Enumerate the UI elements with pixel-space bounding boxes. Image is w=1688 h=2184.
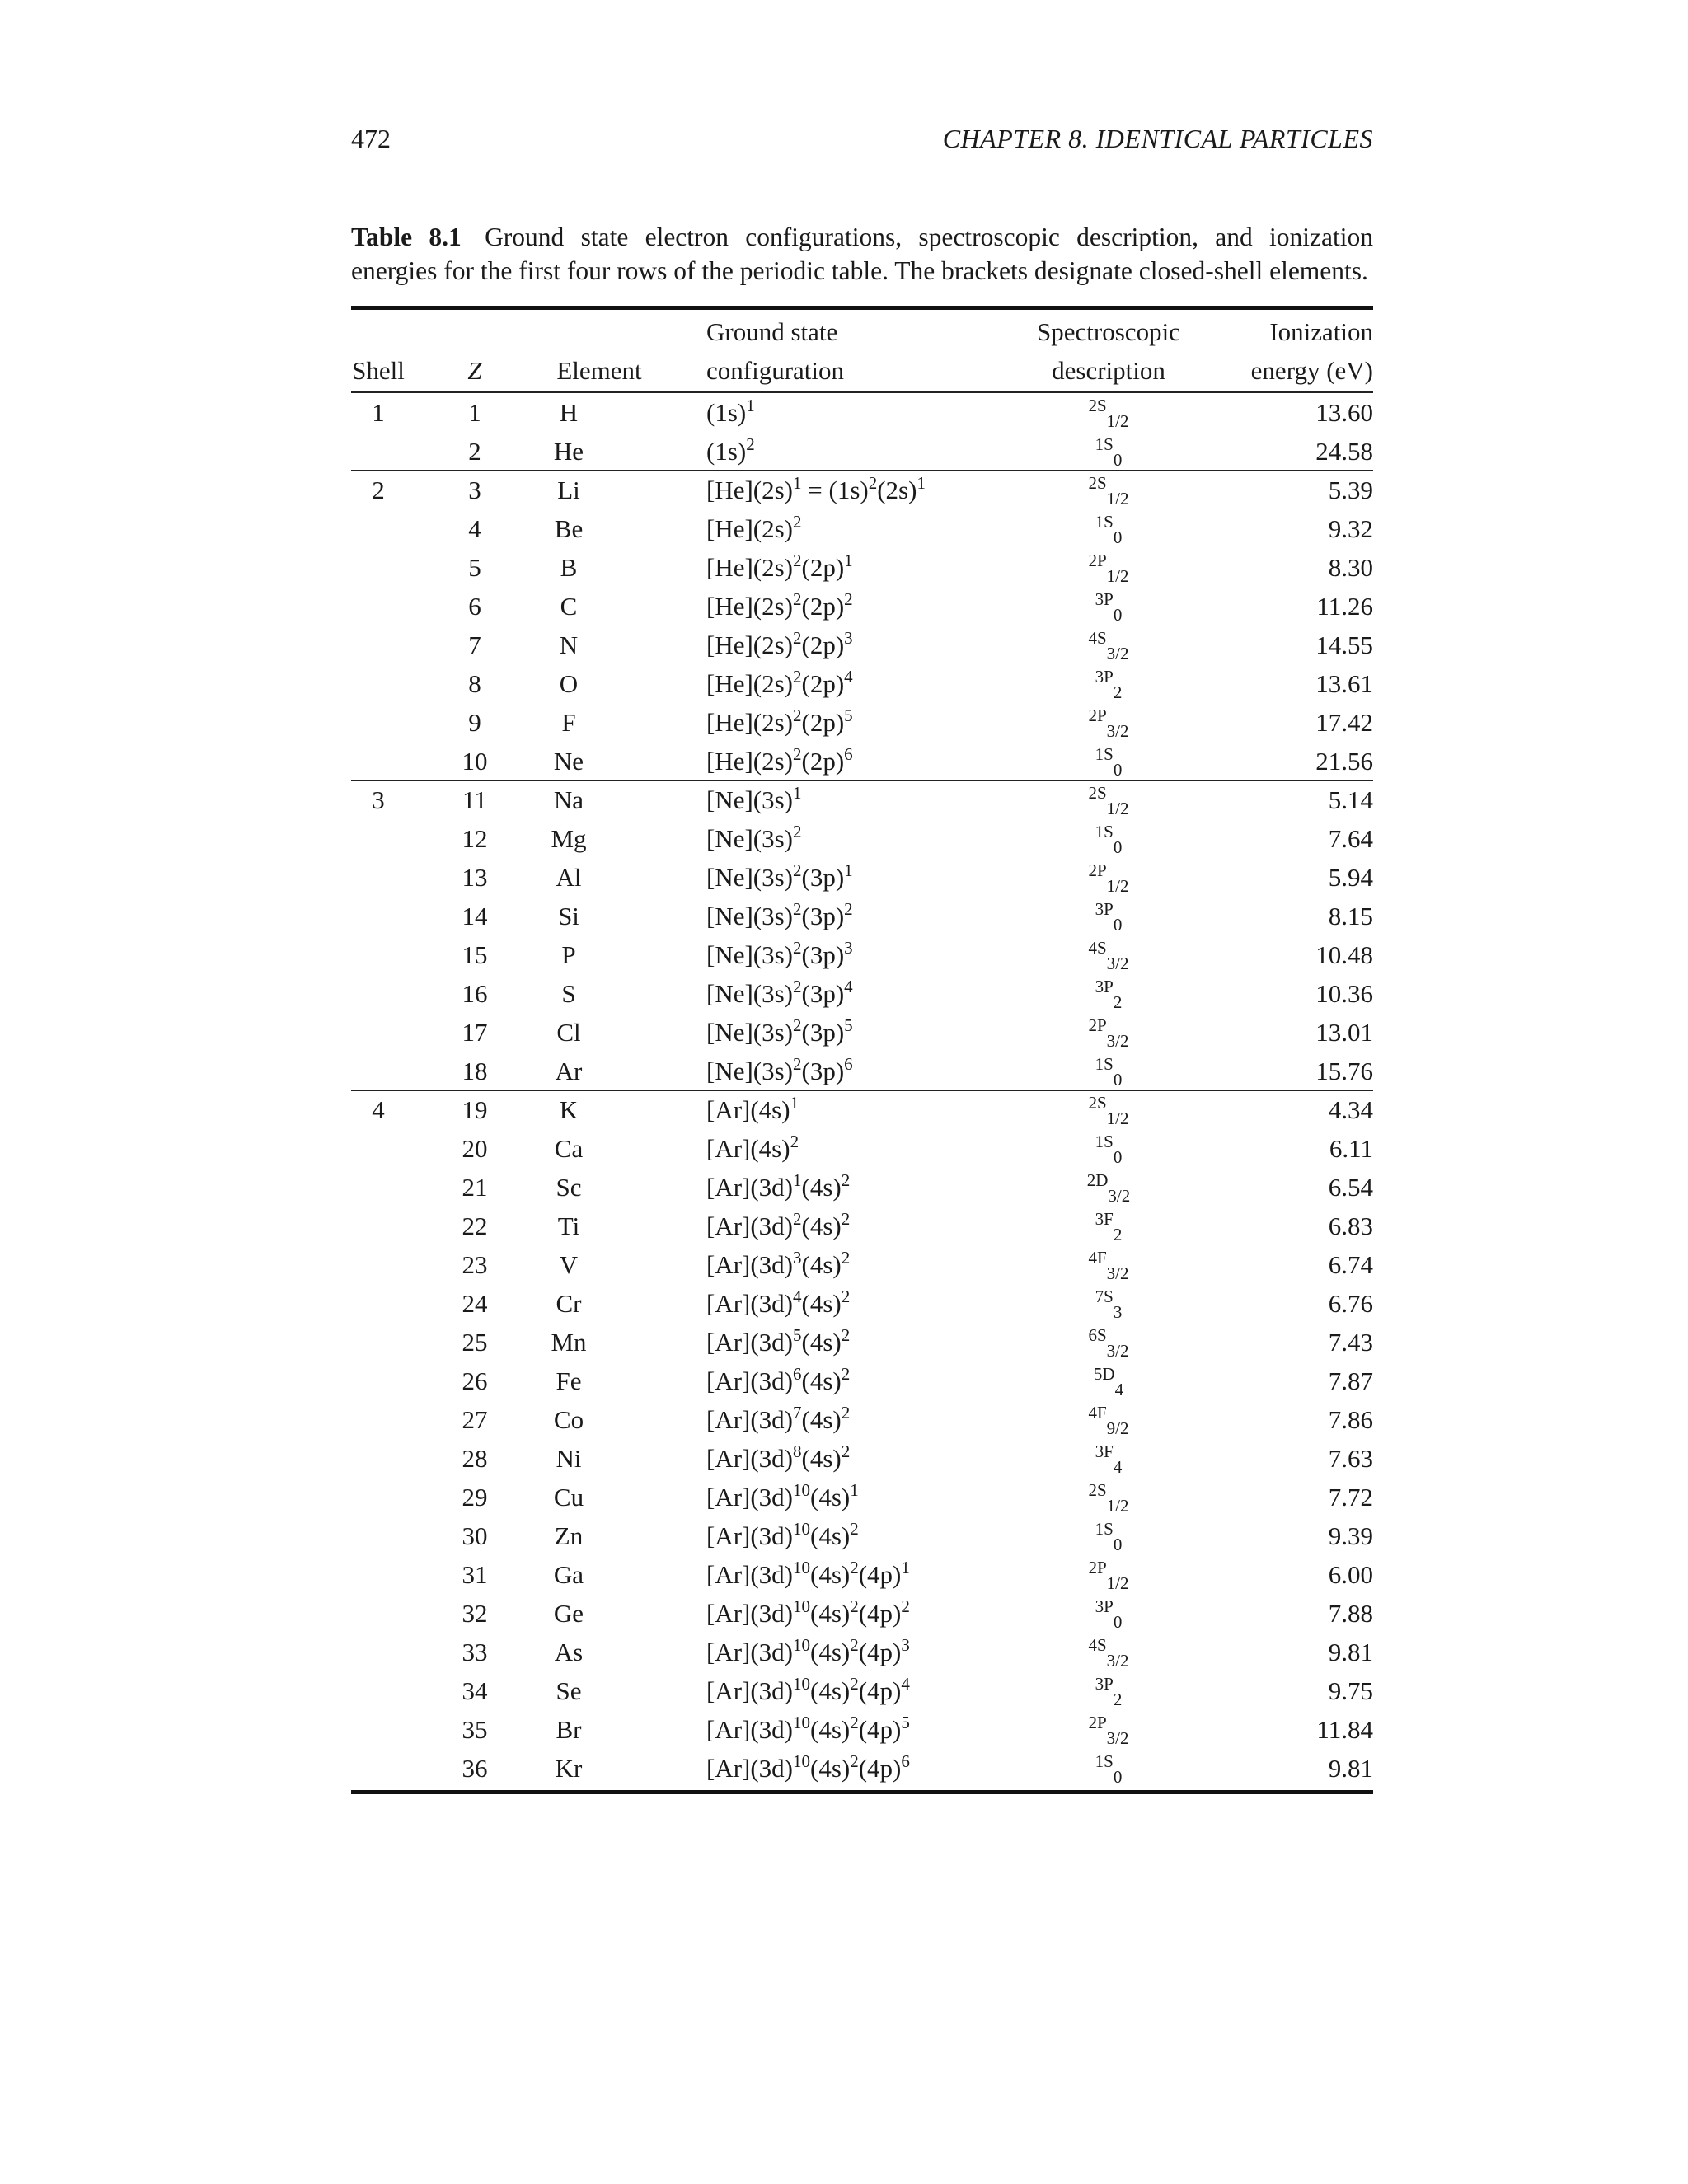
table-row xyxy=(351,1245,1373,1284)
cell-z: 10 xyxy=(462,747,488,776)
cell-z: 17 xyxy=(462,1018,488,1047)
cell-element: C xyxy=(560,592,578,621)
cell-spectroscopic: $^{3F}_4$ xyxy=(1095,1441,1123,1477)
table-row xyxy=(351,626,1373,664)
table-row xyxy=(351,1284,1373,1323)
cell-configuration: $[Ar](3d)^7(4s)^2$ xyxy=(706,1403,851,1434)
cell-configuration: $[Ar](3d)^2(4s)^2$ xyxy=(706,1209,851,1240)
cell-shell xyxy=(351,1323,406,1361)
cell-ionization: 4.34 xyxy=(1328,1095,1373,1124)
cell-shell xyxy=(351,1168,406,1207)
cell-element: F xyxy=(561,708,576,737)
cell-z: 15 xyxy=(462,940,488,969)
cell-shell xyxy=(351,703,406,742)
cell-ionization: 7.88 xyxy=(1328,1599,1373,1628)
table-row xyxy=(351,1323,1373,1361)
cell-z: 1 xyxy=(468,398,481,427)
cell-z: 27 xyxy=(462,1405,488,1434)
table-row xyxy=(351,393,1373,432)
cell-shell xyxy=(351,509,406,548)
cell-configuration: $[He](2s)^1 = (1s)^2(2s)^1$ xyxy=(706,473,926,504)
cell-z: 13 xyxy=(462,863,488,892)
cell-element: S xyxy=(561,979,576,1008)
cell-shell xyxy=(351,432,406,471)
cell-element: Se xyxy=(556,1676,582,1705)
cell-configuration: $[Ar](3d)^{10}(4s)^2$ xyxy=(706,1519,859,1550)
header-spec-line2: description xyxy=(1052,356,1165,385)
cell-spectroscopic: $^{1S}_0$ xyxy=(1095,744,1123,780)
cell-ionization: 24.58 xyxy=(1315,437,1373,466)
cell-configuration: $[Ar](3d)^{10}(4s)^2(4p)^6$ xyxy=(706,1751,910,1783)
cell-shell xyxy=(351,587,406,626)
table-row xyxy=(351,858,1373,897)
cell-z: 11 xyxy=(462,785,487,814)
cell-z: 5 xyxy=(468,553,481,582)
cell-element: O xyxy=(559,669,579,698)
cell-configuration: $[Ne](3s)^2(3p)^3$ xyxy=(706,938,853,969)
cell-configuration: $[Ar](4s)^1$ xyxy=(706,1093,799,1124)
cell-spectroscopic: $^{2P}_{3/2}$ xyxy=(1088,705,1129,741)
cell-ionization: 13.61 xyxy=(1315,669,1373,698)
table-row xyxy=(351,1555,1373,1594)
cell-ionization: 6.11 xyxy=(1329,1134,1373,1163)
cell-element: Cl xyxy=(556,1018,581,1047)
table-row xyxy=(351,1400,1373,1439)
cell-element: Ne xyxy=(553,747,584,776)
table-top-rule xyxy=(351,306,1373,310)
cell-spectroscopic: $^{4F}_{9/2}$ xyxy=(1088,1403,1129,1438)
cell-spectroscopic: $^{3P}_0$ xyxy=(1095,899,1123,935)
cell-configuration: $[He](2s)^2(2p)^5$ xyxy=(706,705,853,737)
cell-element: Ge xyxy=(553,1599,584,1628)
cell-spectroscopic: $^{1S}_0$ xyxy=(1095,434,1123,470)
cell-z: 23 xyxy=(462,1250,488,1279)
cell-z: 20 xyxy=(462,1134,488,1163)
cell-shell xyxy=(351,1710,406,1749)
table-row xyxy=(351,548,1373,587)
cell-z: 24 xyxy=(462,1289,488,1318)
cell-ionization: 11.26 xyxy=(1316,592,1373,621)
cell-z: 28 xyxy=(462,1444,488,1473)
cell-ionization: 17.42 xyxy=(1315,708,1373,737)
cell-ionization: 6.74 xyxy=(1328,1250,1373,1279)
cell-shell xyxy=(351,819,406,858)
cell-shell xyxy=(351,1478,406,1516)
table-row xyxy=(351,1052,1373,1090)
cell-shell xyxy=(351,1439,406,1478)
cell-configuration: $[He](2s)^2(2p)^4$ xyxy=(706,667,853,698)
cell-ionization: 13.01 xyxy=(1315,1018,1373,1047)
cell-z: 35 xyxy=(462,1715,488,1744)
table-row xyxy=(351,1361,1373,1400)
cell-ionization: 7.63 xyxy=(1328,1444,1373,1473)
table-row xyxy=(351,1594,1373,1633)
cell-spectroscopic: $^{3P}_2$ xyxy=(1095,977,1123,1012)
cell-spectroscopic: $^{2S}_{1/2}$ xyxy=(1088,396,1129,431)
table-row xyxy=(351,432,1373,471)
cell-z: 16 xyxy=(462,979,488,1008)
table-row xyxy=(351,664,1373,703)
cell-configuration: $[He](2s)^2(2p)^3$ xyxy=(706,628,853,659)
cell-spectroscopic: $^{4F}_{3/2}$ xyxy=(1088,1248,1129,1283)
cell-spectroscopic: $^{1S}_0$ xyxy=(1095,1751,1123,1787)
cell-configuration: $[Ne](3s)^2(3p)^4$ xyxy=(706,977,853,1008)
cell-configuration: $[Ne](3s)^2(3p)^6$ xyxy=(706,1054,853,1085)
cell-configuration: $[Ar](3d)^{10}(4s)^2(4p)^2$ xyxy=(706,1596,910,1628)
cell-configuration: $[He](2s)^2(2p)^2$ xyxy=(706,589,853,621)
cell-configuration: $[Ar](3d)^{10}(4s)^2(4p)^4$ xyxy=(706,1674,910,1705)
cell-spectroscopic: $^{4S}_{3/2}$ xyxy=(1088,938,1129,973)
cell-shell xyxy=(351,1245,406,1284)
cell-spectroscopic: $^{2P}_{3/2}$ xyxy=(1088,1713,1129,1748)
header-z: Z xyxy=(467,356,482,385)
cell-z: 4 xyxy=(468,514,481,543)
cell-spectroscopic: $^{5D}_4$ xyxy=(1093,1364,1124,1399)
table-row xyxy=(351,1168,1373,1207)
cell-shell xyxy=(351,974,406,1013)
cell-shell: 4 xyxy=(372,1095,385,1124)
cell-z: 19 xyxy=(462,1095,488,1124)
header-shell: Shell xyxy=(352,356,405,385)
cell-z: 2 xyxy=(468,437,481,466)
cell-ionization: 9.39 xyxy=(1328,1521,1373,1550)
table-row xyxy=(351,1671,1373,1710)
cell-shell xyxy=(351,1052,406,1090)
cell-element: Si xyxy=(558,902,579,930)
table-row xyxy=(351,1516,1373,1555)
cell-configuration: $[Ar](3d)^{10}(4s)^2(4p)^3$ xyxy=(706,1635,910,1666)
cell-shell xyxy=(351,548,406,587)
cell-configuration: $[Ar](3d)^1(4s)^2$ xyxy=(706,1170,851,1202)
header-config-line2: configuration xyxy=(706,356,845,385)
table-row xyxy=(351,1207,1373,1245)
cell-spectroscopic: $^{1S}_0$ xyxy=(1095,1519,1123,1554)
cell-spectroscopic: $^{2S}_{1/2}$ xyxy=(1088,473,1129,509)
cell-element: H xyxy=(559,398,579,427)
cell-spectroscopic: $^{2S}_{1/2}$ xyxy=(1088,1093,1129,1128)
cell-ionization: 8.15 xyxy=(1328,902,1373,930)
table-row xyxy=(351,703,1373,742)
cell-element: Kr xyxy=(555,1754,583,1783)
table-row xyxy=(351,1710,1373,1749)
cell-shell xyxy=(351,664,406,703)
cell-z: 25 xyxy=(462,1328,488,1357)
cell-element: Br xyxy=(556,1715,582,1744)
cell-ionization: 10.36 xyxy=(1315,979,1373,1008)
table-row xyxy=(351,471,1373,509)
cell-spectroscopic: $^{7S}_3$ xyxy=(1095,1286,1123,1322)
cell-spectroscopic: $^{2P}_{1/2}$ xyxy=(1088,1558,1129,1593)
cell-spectroscopic: $^{2P}_{1/2}$ xyxy=(1088,551,1129,586)
cell-ionization: 6.54 xyxy=(1328,1173,1373,1202)
cell-ionization: 14.55 xyxy=(1315,630,1373,659)
cell-configuration: $(1s)^2$ xyxy=(706,434,755,466)
cell-element: Al xyxy=(556,863,582,892)
cell-spectroscopic: $^{1S}_0$ xyxy=(1095,512,1123,547)
cell-ionization: 9.32 xyxy=(1328,514,1373,543)
cell-shell xyxy=(351,1284,406,1323)
cell-ionization: 13.60 xyxy=(1315,398,1373,427)
cell-z: 12 xyxy=(462,824,488,853)
cell-z: 32 xyxy=(462,1599,488,1628)
cell-ionization: 10.48 xyxy=(1315,940,1373,969)
cell-z: 26 xyxy=(462,1366,488,1395)
cell-element: Ca xyxy=(554,1134,584,1163)
cell-ionization: 11.84 xyxy=(1316,1715,1373,1744)
header-ion-line2: energy (eV) xyxy=(1250,356,1373,385)
cell-configuration: $[He](2s)^2(2p)^6$ xyxy=(706,744,853,776)
cell-element: B xyxy=(560,553,578,582)
cell-ionization: 6.83 xyxy=(1328,1212,1373,1240)
table-bottom-rule xyxy=(351,1790,1373,1794)
cell-ionization: 9.81 xyxy=(1328,1754,1373,1783)
cell-shell xyxy=(351,1555,406,1594)
cell-z: 8 xyxy=(468,669,481,698)
cell-spectroscopic: $^{2P}_{3/2}$ xyxy=(1088,1015,1129,1051)
table-row xyxy=(351,1749,1373,1788)
cell-element: Sc xyxy=(556,1173,582,1202)
table-caption xyxy=(351,220,1373,288)
cell-ionization: 5.14 xyxy=(1328,785,1373,814)
cell-ionization: 5.94 xyxy=(1328,863,1373,892)
cell-shell xyxy=(351,1671,406,1710)
table-row xyxy=(351,935,1373,974)
cell-configuration: $[Ar](3d)^3(4s)^2$ xyxy=(706,1248,851,1279)
cell-element: Ga xyxy=(553,1560,584,1589)
cell-shell: 3 xyxy=(372,785,385,814)
cell-spectroscopic: $^{1S}_0$ xyxy=(1095,1132,1123,1167)
cell-ionization: 8.30 xyxy=(1328,553,1373,582)
cell-ionization: 5.39 xyxy=(1328,476,1373,504)
cell-spectroscopic: $^{1S}_0$ xyxy=(1095,822,1123,857)
cell-configuration: $[Ne](3s)^2$ xyxy=(706,822,802,853)
cell-shell xyxy=(351,1129,406,1168)
cell-spectroscopic: $^{4S}_{3/2}$ xyxy=(1088,628,1129,663)
cell-ionization: 7.64 xyxy=(1328,824,1373,853)
cell-configuration: $[He](2s)^2(2p)^1$ xyxy=(706,551,853,582)
cell-z: 7 xyxy=(468,630,481,659)
cell-spectroscopic: $^{3P}_2$ xyxy=(1095,667,1123,702)
cell-z: 6 xyxy=(468,592,481,621)
cell-spectroscopic: $^{2S}_{1/2}$ xyxy=(1088,783,1129,818)
cell-spectroscopic: $^{1S}_0$ xyxy=(1095,1054,1123,1090)
cell-configuration: $[Ne](3s)^2(3p)^2$ xyxy=(706,899,853,930)
caption-label: Table 8.1 xyxy=(351,223,462,251)
cell-ionization: 9.75 xyxy=(1328,1676,1373,1705)
cell-shell xyxy=(351,1013,406,1052)
cell-configuration: $[Ar](3d)^{10}(4s)^2(4p)^1$ xyxy=(706,1558,910,1589)
table-row xyxy=(351,1478,1373,1516)
cell-spectroscopic: $^{4S}_{3/2}$ xyxy=(1088,1635,1129,1671)
cell-shell xyxy=(351,858,406,897)
cell-element: Na xyxy=(553,785,584,814)
header-config-line1: Ground state xyxy=(706,317,838,346)
cell-spectroscopic: $^{2D}_{3/2}$ xyxy=(1086,1170,1131,1206)
cell-element: V xyxy=(559,1250,579,1279)
cell-z: 14 xyxy=(462,902,488,930)
cell-spectroscopic: $^{3P}_2$ xyxy=(1095,1674,1123,1709)
cell-element: Zn xyxy=(554,1521,584,1550)
header-element: Element xyxy=(556,356,642,385)
cell-ionization: 6.76 xyxy=(1328,1289,1373,1318)
cell-z: 33 xyxy=(462,1638,488,1666)
cell-z: 18 xyxy=(462,1057,488,1085)
cell-configuration: $[Ar](3d)^{10}(4s)^2(4p)^5$ xyxy=(706,1713,910,1744)
cell-spectroscopic: $^{3P}_0$ xyxy=(1095,589,1123,625)
cell-shell: 2 xyxy=(372,476,385,504)
cell-spectroscopic: $^{2P}_{1/2}$ xyxy=(1088,860,1129,896)
cell-z: 30 xyxy=(462,1521,488,1550)
table-row xyxy=(351,509,1373,548)
cell-configuration: $[Ar](3d)^{10}(4s)^1$ xyxy=(706,1480,859,1511)
cell-configuration: $[He](2s)^2$ xyxy=(706,512,802,543)
cell-configuration: $[Ne](3s)^1$ xyxy=(706,783,802,814)
cell-element: Fe xyxy=(556,1366,582,1395)
cell-element: Ar xyxy=(555,1057,583,1085)
cell-element: He xyxy=(553,437,584,466)
cell-element: Mg xyxy=(551,824,587,853)
cell-element: Ni xyxy=(556,1444,582,1473)
header-spec-line1: Spectroscopic xyxy=(1037,317,1180,346)
table-row xyxy=(351,742,1373,780)
cell-spectroscopic: $^{3P}_0$ xyxy=(1095,1596,1123,1632)
cell-z: 36 xyxy=(462,1754,488,1783)
cell-shell xyxy=(351,626,406,664)
cell-shell xyxy=(351,1516,406,1555)
table-row xyxy=(351,1633,1373,1671)
cell-configuration: $[Ne](3s)^2(3p)^5$ xyxy=(706,1015,853,1047)
cell-element: Co xyxy=(553,1405,584,1434)
cell-z: 21 xyxy=(462,1173,488,1202)
cell-ionization: 21.56 xyxy=(1315,747,1373,776)
cell-configuration: $[Ar](3d)^6(4s)^2$ xyxy=(706,1364,851,1395)
page-number: 472 xyxy=(351,124,391,153)
cell-element: Mn xyxy=(551,1328,587,1357)
cell-element: As xyxy=(554,1638,584,1666)
cell-z: 31 xyxy=(462,1560,488,1589)
cell-ionization: 7.86 xyxy=(1328,1405,1373,1434)
cell-shell: 1 xyxy=(372,398,385,427)
cell-element: P xyxy=(561,940,576,969)
cell-shell xyxy=(351,1400,406,1439)
cell-shell xyxy=(351,1361,406,1400)
running-head: CHAPTER 8. IDENTICAL PARTICLES xyxy=(942,124,1373,153)
cell-configuration: $[Ne](3s)^2(3p)^1$ xyxy=(706,860,853,892)
table-row xyxy=(351,819,1373,858)
table-row xyxy=(351,1129,1373,1168)
table-row xyxy=(351,780,1373,819)
cell-configuration: $[Ar](3d)^5(4s)^2$ xyxy=(706,1325,851,1357)
cell-ionization: 6.00 xyxy=(1328,1560,1373,1589)
table-row xyxy=(351,1013,1373,1052)
cell-z: 9 xyxy=(468,708,481,737)
cell-z: 22 xyxy=(462,1212,488,1240)
table-row xyxy=(351,587,1373,626)
cell-element: N xyxy=(559,630,579,659)
table-row xyxy=(351,1090,1373,1129)
cell-spectroscopic: $^{3F}_2$ xyxy=(1095,1209,1123,1244)
cell-ionization: 7.72 xyxy=(1328,1483,1373,1511)
cell-configuration: $[Ar](3d)^4(4s)^2$ xyxy=(706,1286,851,1318)
cell-configuration: $[Ar](4s)^2$ xyxy=(706,1132,799,1163)
cell-shell xyxy=(351,742,406,780)
cell-configuration: $[Ar](3d)^8(4s)^2$ xyxy=(706,1441,851,1473)
cell-ionization: 7.43 xyxy=(1328,1328,1373,1357)
cell-ionization: 15.76 xyxy=(1315,1057,1373,1085)
cell-spectroscopic: $^{6S}_{3/2}$ xyxy=(1088,1325,1129,1361)
cell-z: 3 xyxy=(468,476,481,504)
cell-configuration: $(1s)^1$ xyxy=(706,396,755,427)
cell-element: K xyxy=(559,1095,579,1124)
cell-element: Ti xyxy=(557,1212,580,1240)
table-row xyxy=(351,897,1373,935)
cell-ionization: 7.87 xyxy=(1328,1366,1373,1395)
cell-element: Cr xyxy=(556,1289,582,1318)
cell-element: Cu xyxy=(553,1483,584,1511)
cell-shell xyxy=(351,1749,406,1788)
cell-ionization: 9.81 xyxy=(1328,1638,1373,1666)
cell-element: Li xyxy=(557,476,580,504)
cell-shell xyxy=(351,935,406,974)
header-ion-line1: Ionization xyxy=(1269,317,1373,346)
table-row xyxy=(351,1439,1373,1478)
cell-element: Be xyxy=(554,514,584,543)
cell-z: 34 xyxy=(462,1676,488,1705)
cell-shell xyxy=(351,1207,406,1245)
table-row xyxy=(351,974,1373,1013)
cell-spectroscopic: $^{2S}_{1/2}$ xyxy=(1088,1480,1129,1516)
cell-shell xyxy=(351,1633,406,1671)
cell-shell xyxy=(351,1594,406,1633)
caption-text: Ground state electron configurations, spectroscopic description, and ionization energies for the first four rows of the periodic table. The brackets designate closed-shell elements. xyxy=(351,223,1373,285)
cell-z: 29 xyxy=(462,1483,488,1511)
cell-shell xyxy=(351,897,406,935)
